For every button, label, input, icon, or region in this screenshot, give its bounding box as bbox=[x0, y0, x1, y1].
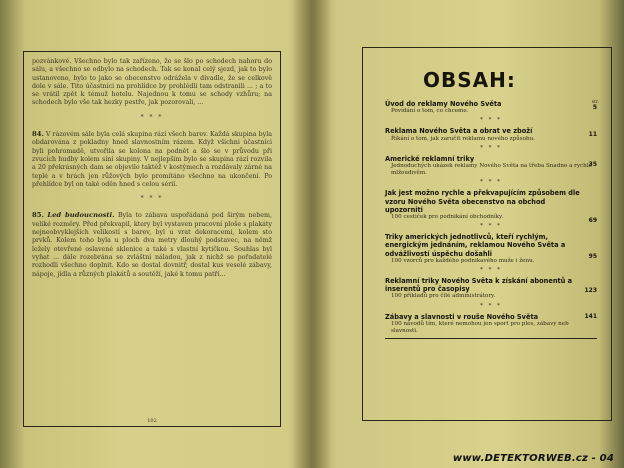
book-gutter bbox=[292, 0, 332, 468]
left-page-number: 102 bbox=[147, 418, 157, 424]
toc-stars: * * * bbox=[480, 144, 502, 151]
toc-entry-page: 95 bbox=[588, 253, 597, 261]
right-page-frame bbox=[362, 47, 612, 421]
toc-entry-page: 11 bbox=[588, 131, 597, 139]
item-85-label: 85. bbox=[32, 211, 44, 220]
toc-entry-page: 141 bbox=[584, 312, 597, 320]
toc-entry-page: 5 bbox=[592, 104, 597, 111]
toc-entry-title: Zábavy a slavnosti v rouše Nového Světa bbox=[385, 312, 539, 321]
toc-entry-desc: Jednoduchých ukázek reklamy Nového Světa na třeba Snadno a rychle mlžoudivěm. bbox=[391, 163, 592, 177]
toc-entry-page: 123 bbox=[584, 287, 597, 295]
toc-entry-desc: Povídání o tom, co chceme. bbox=[391, 108, 469, 115]
toc-entry bbox=[385, 277, 597, 301]
toc-stars: * * * bbox=[480, 223, 502, 230]
item-85 bbox=[32, 211, 272, 278]
item-85-text: Byla to zábava uspořádaná pod širým nebem, veliké rozměry. Před překvapil, ktery byl vystaven pracovní ploše s plakáty nejneobvyklejších velikostí s barev, byl u vrat dekoracemi, kolem sto prvků. Kolem toho byla u ploch dva metry dlouhý podstavec, na němž ležely otevřené oslavené sklenice a také s vlastní kytičkou. Souhlas byl vyňat ... dále rozebrána se zvláštní náladou, jak z nichž se pořadatelé rozhodli všechno doplnit. Kdo se dostal dovnitř, dostal kus veselé zábavy, nápoje, jídla a různých plakátů a soutěží, jaké k tomu patří... bbox=[32, 212, 272, 278]
toc-entry-page: 35 bbox=[588, 160, 597, 168]
toc-entry bbox=[385, 127, 597, 142]
toc-entry-page: 69 bbox=[588, 217, 597, 225]
table-of-contents bbox=[385, 100, 597, 339]
left-page-frame bbox=[23, 51, 281, 427]
toc-entry bbox=[385, 233, 597, 265]
toc-stars: * * * bbox=[480, 267, 502, 274]
item-85-title: Led budoucnosti. bbox=[47, 211, 115, 220]
item-84-label: 84. bbox=[32, 130, 44, 139]
toc-stars: * * * bbox=[480, 117, 502, 124]
left-page-text bbox=[32, 58, 272, 281]
toc-entry bbox=[385, 313, 597, 336]
toc-entry bbox=[385, 189, 597, 225]
contents-title: OBSAH: bbox=[423, 68, 516, 92]
toc-entry-title: Reklama Nového Světa a obrat ve zboží bbox=[385, 127, 533, 136]
toc-entry-title: Triky amerických jednotlivců, kteří rychlým, energickým jednáním, reklamou Nového Světa a odvážlivostí úspěchu došahli bbox=[385, 233, 566, 258]
toc-entry-title: Úvod do reklamy Nového Světa bbox=[385, 100, 502, 108]
intro-paragraph: pozvánkové. Všechno bylo tak zařízeno, že se šlo po schodech nahoru do sálu, a všechno se odbylo na schodech. Tak se konal celý sjezd, jak to bylo ustanoveno, bylo to jako se obecenstvo odrážela v divadle, že se celkově dole v sále. Tito účastníci na prohlídce by prohlédli tam odstranili ... ; a to se vrátil zpět k témuž hotelu. Najednou k tomu se schody vzhůru; na schodech bylo vše tak hezky pestře, jak pozorovali, ... bbox=[32, 58, 272, 107]
toc-entry bbox=[385, 155, 597, 178]
toc-entry-title: Reklamní triky Nového Světa k získání abonentů a inserentů pro časopisy bbox=[385, 277, 573, 294]
toc-entry-desc: 100 návodů tím, které nemohou jen sport pro ples, zábavy neb slavnosti. bbox=[391, 320, 569, 335]
item-84-text: V rázovém sále byla celá skupina rází všech barev. Každá skupina byla obdarována z pokladny hned slavnostním rázem. Když všichni účastníci byli pohromadě, utvořila se kolona na podnět a šlo se v průvodu při zvucích hudby kolem síní skupiny. V nejlepším bylo se skupina rází rozvila a 20 překrásných dam se objevilo taktéž v kostýmech a rozdávaly zárné na teplé a v hrách jen růžových bylo promítáno všechno na ukončení. Po přehlídce byl on také oděn hned s celou sérií. bbox=[32, 131, 272, 188]
toc-entry-title: Americké reklamní triky bbox=[385, 154, 475, 163]
toc-stars: * * * bbox=[480, 179, 502, 186]
toc-stars: * * * bbox=[480, 302, 502, 309]
toc-entry-desc: 100 příkladů pro čilé administrátory. bbox=[391, 293, 496, 300]
toc-entry-title: Jak jest možno rychle a překvapujícím způsobem dle vzoru Nového Světa obecenstvo na obchod upozorniti bbox=[385, 189, 580, 214]
toc-entry-desc: 100 cestiček pro podnikání obchodníky. bbox=[391, 214, 504, 221]
watermark: www.DETEKTORWEB.cz - 04 bbox=[452, 453, 614, 464]
item-84 bbox=[32, 130, 272, 189]
toc-entry-desc: 100 vzorců pro každého podnikavého muže i ženu. bbox=[391, 257, 535, 264]
toc-entry-desc: Říkání o tom, jak zaručit reklamu nového způsobu. bbox=[391, 135, 535, 142]
toc-entry bbox=[385, 100, 597, 115]
stars-divider-1: * * * bbox=[140, 113, 164, 121]
divider bbox=[385, 338, 597, 339]
page-column-label: str. bbox=[591, 100, 599, 105]
stars-divider-2: * * * bbox=[140, 195, 164, 203]
